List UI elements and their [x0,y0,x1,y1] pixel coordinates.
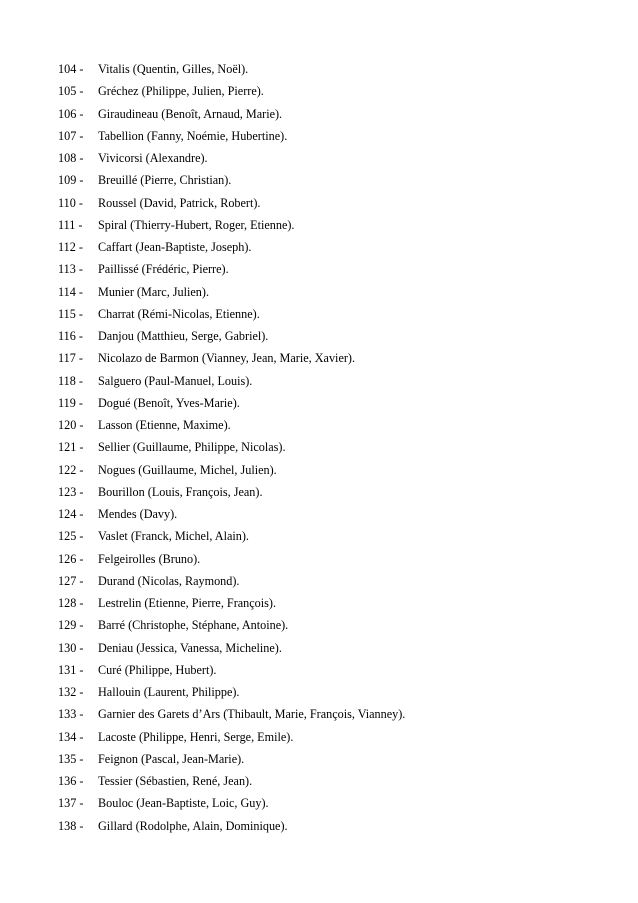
list-item [58,125,405,147]
list-item [58,103,405,125]
entry-name: Feignon (Pascal, Jean-Marie). [98,751,245,766]
list-item [58,481,405,503]
entry-number: 108 - [58,151,84,165]
entry-number: 123 - [58,484,84,499]
entry-number: 133 - [58,707,84,722]
entry-number: 115 - [58,306,83,321]
list-item [58,169,405,191]
entry-name: Dogué (Benoît, Yves-Marie). [98,395,240,410]
list-item [58,370,405,392]
entry-number: 131 - [58,662,84,677]
list-item [58,548,405,570]
list-item [58,192,405,214]
list-item [58,614,405,636]
entry-name: Felgeirolles (Bruno). [98,551,201,566]
entry-name: Barré (Christophe, Stéphane, Antoine). [98,618,289,633]
entry-number: 134 - [58,729,84,744]
list-item [58,236,405,258]
entry-name: Vivicorsi (Alexandre). [98,151,208,165]
entry-number: 111 - [58,217,83,232]
entry-name: Sellier (Guillaume, Philippe, Nicolas). [98,440,286,455]
name-list [58,58,405,837]
entry-number: 119 - [58,395,83,410]
entry-number: 117 - [58,351,83,366]
entry-number: 129 - [58,618,84,633]
entry-number: 105 - [58,84,84,99]
list-item [58,570,405,592]
list-item [58,726,405,748]
entry-name: Caffart (Jean-Baptiste, Joseph). [98,240,252,254]
entry-name: Lestrelin (Etienne, Pierre, François). [98,596,277,610]
entry-name: Danjou (Matthieu, Serge, Gabriel). [98,329,269,343]
list-item [58,703,405,725]
entry-number: 136 - [58,774,84,788]
entry-name: Tessier (Sébastien, René, Jean). [98,774,253,788]
entry-name: Paillissé (Frédéric, Pierre). [98,262,229,277]
list-item [58,147,405,169]
list-item [58,80,405,102]
entry-name: Vaslet (Franck, Michel, Alain). [98,529,249,544]
entry-name: Breuillé (Pierre, Christian). [98,173,232,188]
list-item [58,281,405,303]
list-item [58,58,405,80]
entry-name: Vitalis (Quentin, Gilles, Noël). [98,62,249,76]
entry-name: Curé (Philippe, Hubert). [98,662,217,677]
entry-number: 114 - [58,284,83,299]
list-item [58,592,405,614]
entry-number: 130 - [58,640,84,655]
list-item [58,258,405,280]
entry-name: Spiral (Thierry-Hubert, Roger, Etienne). [98,217,295,232]
entry-number: 135 - [58,751,84,766]
entry-name: Gillard (Rodolphe, Alain, Dominique). [98,818,288,833]
entry-number: 104 - [58,62,84,76]
entry-number: 128 - [58,596,84,610]
list-item [58,414,405,436]
entry-name: Garnier des Garets d’Ars (Thibault, Marie, François, Vianney). [98,707,406,722]
entry-number: 106 - [58,106,84,121]
entry-name: Lasson (Etienne, Maxime). [98,418,231,432]
entry-number: 127 - [58,573,84,588]
list-item [58,681,405,703]
entry-number: 125 - [58,529,84,544]
list-item [58,748,405,770]
entry-name: Salguero (Paul-Manuel, Louis). [98,373,253,388]
entry-name: Deniau (Jessica, Vanessa, Micheline). [98,640,282,655]
list-item [58,525,405,547]
entry-name: Charrat (Rémi-Nicolas, Etienne). [98,306,260,321]
entry-name: Roussel (David, Patrick, Robert). [98,195,261,210]
entry-number: 110 - [58,195,83,210]
list-item [58,392,405,414]
entry-name: Bouloc (Jean-Baptiste, Loic, Guy). [98,796,269,811]
entry-number: 124 - [58,507,84,521]
list-item [58,325,405,347]
entry-number: 138 - [58,818,84,833]
list-item [58,815,405,837]
entry-number: 120 - [58,418,84,432]
entry-name: Hallouin (Laurent, Philippe). [98,685,240,699]
list-item [58,214,405,236]
entry-name: Mendes (Davy). [98,507,178,521]
entry-name: Gréchez (Philippe, Julien, Pierre). [98,84,264,99]
entry-number: 116 - [58,329,83,343]
entry-number: 132 - [58,685,84,699]
entry-name: Bourillon (Louis, François, Jean). [98,484,263,499]
entry-number: 113 - [58,262,83,277]
entry-name: Durand (Nicolas, Raymond). [98,573,240,588]
entry-number: 118 - [58,373,83,388]
entry-name: Nicolazo de Barmon (Vianney, Jean, Marie, Xavier). [98,351,356,366]
list-item [58,436,405,458]
entry-number: 126 - [58,551,84,566]
entry-number: 107 - [58,128,84,143]
entry-name: Tabellion (Fanny, Noémie, Hubertine). [98,128,288,143]
entry-name: Nogues (Guillaume, Michel, Julien). [98,462,277,477]
list-item [58,303,405,325]
list-item [58,659,405,681]
entry-number: 137 - [58,796,84,811]
list-item [58,637,405,659]
list-item [58,770,405,792]
entry-number: 121 - [58,440,84,455]
list-item [58,459,405,481]
entry-name: Lacoste (Philippe, Henri, Serge, Emile). [98,729,294,744]
list-item [58,347,405,369]
entry-name: Munier (Marc, Julien). [98,284,210,299]
list-item [58,792,405,814]
entry-name: Giraudineau (Benoît, Arnaud, Marie). [98,106,283,121]
list-item [58,503,405,525]
entry-number: 122 - [58,462,84,477]
entry-number: 109 - [58,173,84,188]
entry-number: 112 - [58,240,83,254]
